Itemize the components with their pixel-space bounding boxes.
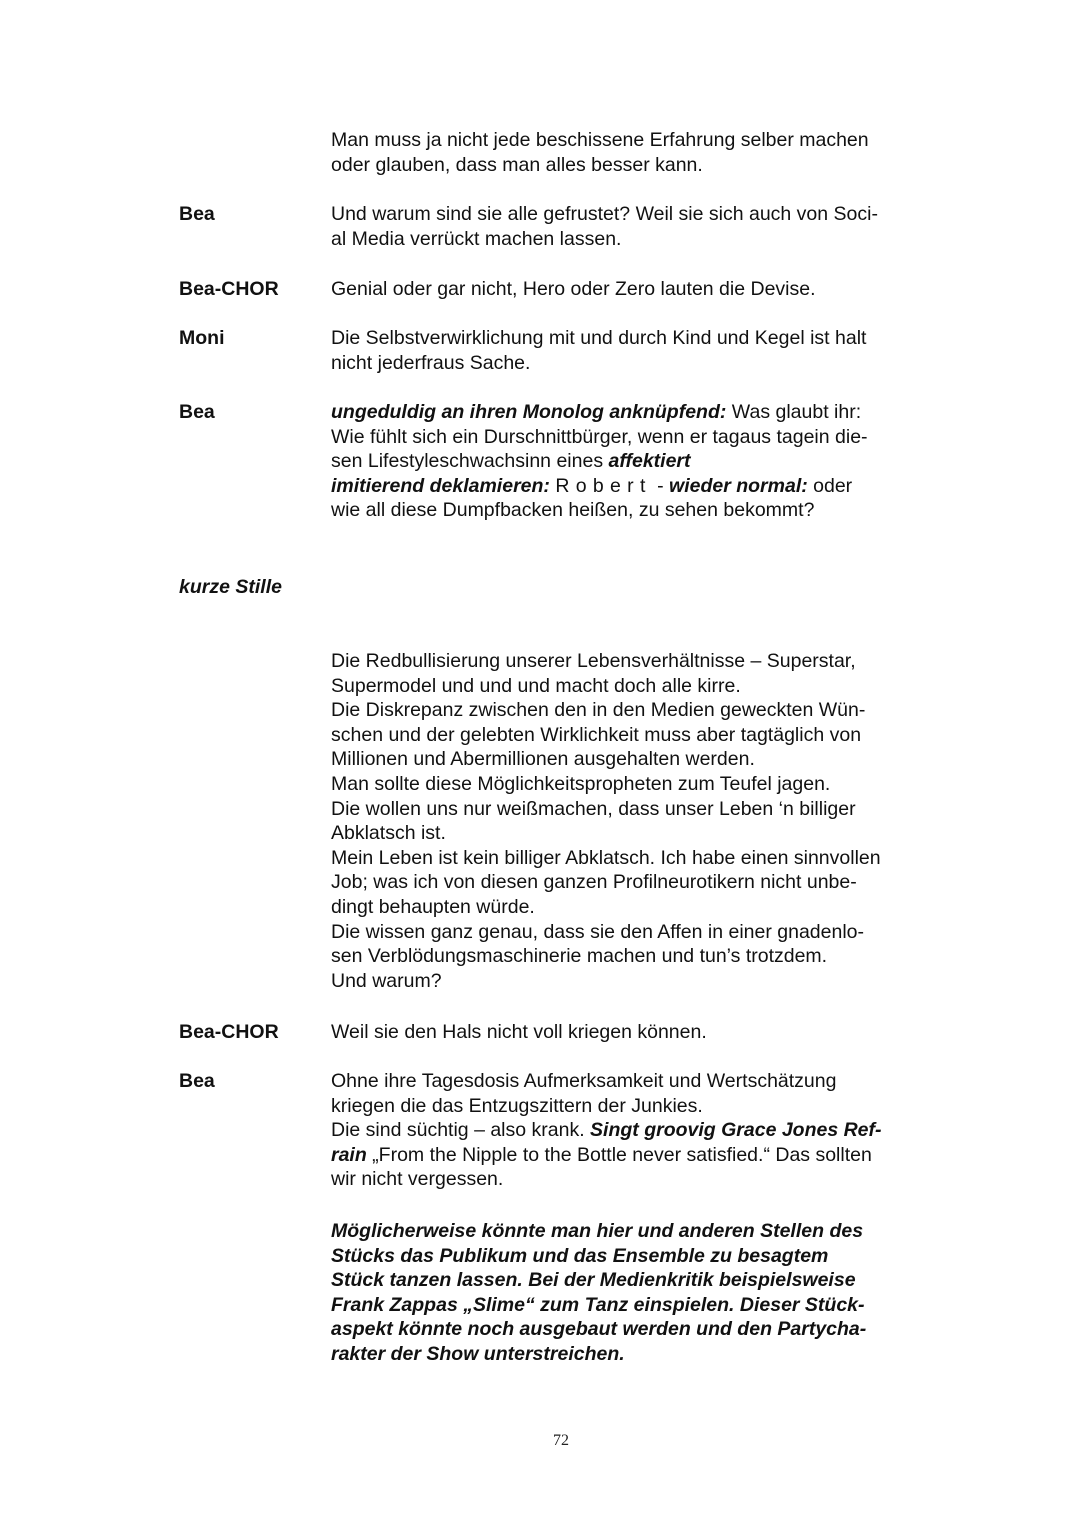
text-run: Mein Leben ist kein billiger Abklatsch. Ich habe einen sinnvollen (331, 846, 881, 869)
emphasized-text: ungeduldig an ihren Monolog anknüpfend: (331, 401, 727, 423)
emphasized-text: rain (331, 1143, 367, 1166)
text-run: oder (807, 474, 853, 497)
text-line (331, 821, 946, 846)
dialogue-text (331, 202, 946, 251)
text-line (331, 772, 946, 797)
text-run: Die wollen uns nur weißmachen, dass unser Leben ‘n billiger (331, 797, 856, 820)
text-run: Ohne ihre Tagesdosis Aufmerksamkeit und Wertschätzung (331, 1070, 837, 1092)
text-run: Die sind süchtig – also krank. (331, 1119, 591, 1142)
text-line (331, 1167, 946, 1192)
text-run: Weil sie den Hals nicht voll kriegen können. (331, 1021, 707, 1043)
text-line (331, 128, 946, 153)
text-run: oder glauben, dass man alles besser kann. (331, 153, 703, 176)
emphasized-text: Stücks das Publikum und das Ensemble zu besagtem (331, 1244, 829, 1267)
text-line (331, 474, 946, 499)
text-run: Und warum? (331, 969, 442, 992)
text-run: dingt behaupten würde. (331, 895, 535, 918)
text-run: Supermodel und und und macht doch alle kirre. (331, 674, 741, 697)
speaker-name: Moni (179, 327, 225, 349)
text-line (331, 1069, 946, 1094)
text-run: sen Verblödungsmaschinerie machen und tun’s trotzdem. (331, 945, 828, 968)
speaker-name: Bea (179, 1070, 215, 1092)
text-line (331, 723, 946, 748)
text-run: kriegen die das Entzugszittern der Junkies. (331, 1094, 703, 1117)
dialogue-text (331, 326, 946, 375)
text-line (331, 202, 946, 227)
text-run: Job; was ich von diesen ganzen Profilneurotikern nicht unbe- (331, 871, 857, 894)
emphasized-text: aspekt könnte noch ausgebaut werden und den Partycha- (331, 1318, 867, 1341)
text-run: Millionen und Abermillionen ausgehalten werden. (331, 748, 755, 771)
text-run: al Media verrückt machen lassen. (331, 227, 622, 250)
text-line (331, 227, 946, 252)
text-line (331, 649, 946, 674)
page-number: 72 (553, 1432, 569, 1449)
emphasized-text: Frank Zappas „Slime“ zum Tanz einspielen. Dieser Stück- (331, 1293, 865, 1316)
text-run: Die Diskrepanz zwischen den in den Medien geweckten Wün- (331, 699, 866, 722)
emphasized-text: Stück tanzen lassen. Bei der Medienkritik beispielsweise (331, 1269, 856, 1292)
text-run: Man sollte diese Möglichkeitspropheten zum Teufel jagen. (331, 772, 831, 795)
dialogue-text (331, 1020, 946, 1045)
text-line (331, 797, 946, 822)
text-line (331, 747, 946, 772)
text-run: Genial oder gar nicht, Hero oder Zero lauten die Devise. (331, 278, 816, 300)
text-run: Robert (555, 474, 652, 497)
emphasized-text: rakter der Show unterstreichen. (331, 1342, 625, 1365)
emphasized-text: wieder normal: (669, 474, 808, 497)
text-run: Die wissen ganz genau, dass sie den Affen in einer gnadenlo- (331, 920, 865, 943)
text-run: „From the Nipple to the Bottle never satisfied.“ Das sollten (366, 1143, 872, 1166)
emphasized-text: Singt groovig Grace Jones Ref- (590, 1119, 882, 1142)
text-line (331, 870, 946, 895)
text-run: wir nicht vergessen. (331, 1168, 504, 1191)
text-line (331, 1317, 946, 1342)
text-line (331, 1094, 946, 1119)
text-run: Abklatsch ist. (331, 822, 446, 845)
text-line (331, 698, 946, 723)
text-line (331, 425, 946, 450)
text-line (331, 498, 946, 523)
text-run: nicht jederfraus Sache. (331, 351, 531, 374)
text-line (331, 326, 946, 351)
dialogue-text (331, 649, 946, 993)
text-run: Die Redbullisierung unserer Lebensverhältnisse – Superstar, (331, 650, 856, 672)
text-line (331, 920, 946, 945)
text-line (331, 1143, 946, 1168)
text-line (331, 351, 946, 376)
text-line (331, 1268, 946, 1293)
speaker-name: Bea-CHOR (179, 1021, 279, 1043)
stage-note-text (331, 1219, 946, 1367)
text-line (331, 400, 946, 425)
text-line (331, 277, 946, 302)
stage-direction: kurze Stille (179, 576, 282, 598)
text-run: Wie fühlt sich ein Durschnittbürger, wenn er tagaus tagein die- (331, 425, 868, 448)
dialogue-text (331, 400, 946, 523)
text-run: Was glaubt ihr: (726, 401, 862, 423)
text-run: wie all diese Dumpfbacken heißen, zu sehen bekommt? (331, 499, 815, 522)
text-run: schen und der gelebten Wirklichkeit muss aber tagtäglich von (331, 723, 862, 746)
emphasized-text: Möglicherweise könnte man hier und anderen Stellen des (331, 1220, 864, 1242)
text-run: Man muss ja nicht jede beschissene Erfahrung selber machen (331, 129, 869, 151)
emphasized-text: affektiert (608, 450, 691, 473)
text-run: - (651, 474, 670, 497)
text-line (331, 674, 946, 699)
text-line (331, 944, 946, 969)
text-run: Die Selbstverwirklichung mit und durch Kind und Kegel ist halt (331, 327, 867, 349)
text-run: Und warum sind sie alle gefrustet? Weil sie sich auch von Soci- (331, 203, 878, 225)
dialogue-text (331, 128, 946, 177)
text-line (331, 1020, 946, 1045)
text-line (331, 969, 946, 994)
text-run: sen Lifestyleschwachsinn eines (331, 450, 609, 473)
dialogue-text (331, 277, 946, 302)
text-line (331, 1342, 946, 1367)
text-line (331, 449, 946, 474)
text-line (331, 1244, 946, 1269)
dialogue-text (331, 1069, 946, 1192)
speaker-name: Bea (179, 401, 215, 423)
text-line (331, 1118, 946, 1143)
text-line (331, 846, 946, 871)
text-line (331, 895, 946, 920)
text-line (331, 1219, 946, 1244)
text-line (331, 1293, 946, 1318)
speaker-name: Bea (179, 203, 215, 225)
speaker-name: Bea-CHOR (179, 278, 279, 300)
emphasized-text: imitierend deklamieren: (331, 474, 550, 497)
text-line (331, 153, 946, 178)
